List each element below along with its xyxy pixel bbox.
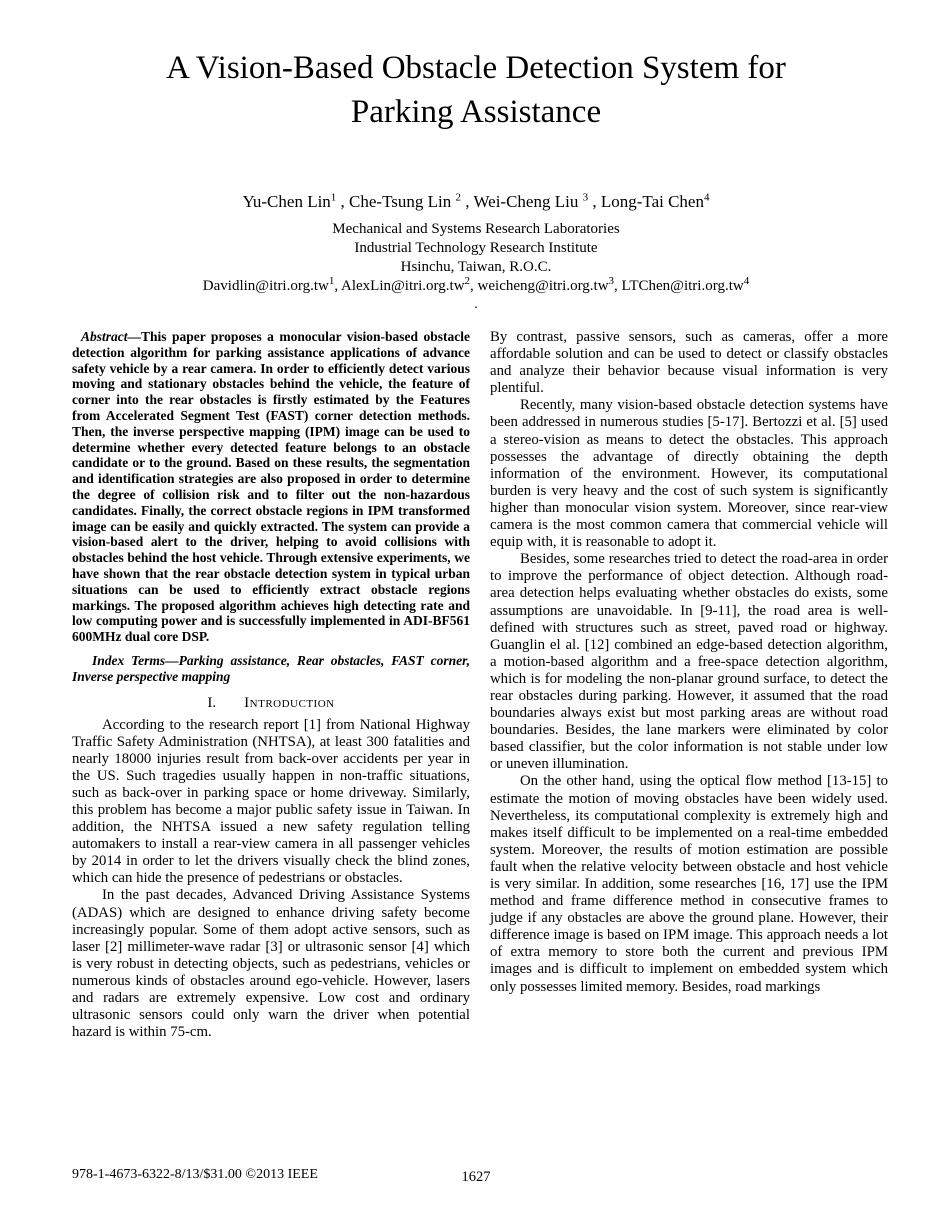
email-4 (614, 275, 750, 294)
email-4-address: , LTChen@itri.org.tw (614, 278, 744, 294)
two-column-body (72, 329, 888, 1041)
author-2-name: , Che-Tsung Lin (336, 192, 456, 211)
index-terms-label: Index Terms— (92, 652, 179, 668)
email-3 (470, 275, 615, 294)
abstract-label: Abstract— (81, 329, 142, 344)
section-heading-introduction (72, 694, 470, 713)
right-paragraph-2: Recently, many vision-based obstacle detection systems have been addressed in numerous studies [5-17]. Bertozzi et al. [5] used a stereo-vision as means to detect the obstacles. This approach possesses the advantage of directly obtaining the depth information of the environment. However, its computational burden is very heavy and the cost of such system is significantly higher than monocular vision system. Moreover, since rear-view camera is the most common camera that commercial vehicle will equip with, it is reasonable to adopt it. (490, 397, 888, 551)
author-3-name: , Wei-Cheng Liu (461, 192, 583, 211)
left-column (72, 329, 470, 1041)
paper-title-line-2: Parking Assistance (350, 94, 602, 130)
email-4-sup: 4 (743, 275, 750, 287)
page-number: 1627 (461, 1169, 491, 1185)
right-paragraph-3: Besides, some researches tried to detect the road-area in order to improve the performance of object detection. Although road-area detection helps evaluating whether obstacles do exists, some assumptions are unavoidable. In [9-11], the road area is well-defined with structures such as street, paved road or highway. Guanglin el al. [12] combined an edge-based detection algorithm, a motion-based algorithm and a free-space detection algorithm, which is for modeling the non-planar ground surface, to detect the rear obstacles during parking. However, it assumed that the road boundaries always exist but most parking areas are without road boundaries. Besides, the lane markers were eliminated by color based classifier, but the color information is not stable under low or uneven illumination. (490, 551, 888, 773)
email-2 (334, 275, 471, 294)
affiliation-location: Hsinchu, Taiwan, R.O.C. (400, 259, 552, 275)
paper-title (0, 46, 952, 134)
email-3-sup: 3 (608, 275, 615, 287)
author-2-sup: 2 (455, 191, 462, 204)
affiliation-institute: Industrial Technology Research Institute (354, 240, 598, 256)
author-2 (336, 192, 461, 211)
abstract-paragraph (72, 329, 470, 645)
index-terms-paragraph (72, 653, 470, 685)
author-4-sup: 4 (703, 191, 710, 204)
section-title: Introduction (244, 694, 335, 711)
affiliation-laboratories: Mechanical and Systems Research Laboratories (332, 221, 620, 237)
email-2-sup: 2 (464, 275, 471, 287)
author-3-sup: 3 (582, 191, 589, 204)
intro-paragraph-2: In the past decades, Advanced Driving Assistance Systems (ADAS) which are designed to enhance driving safety become increasingly popular. Some of them adopt active sensors, such as laser [2] millimeter-wave radar [3] or ultrasonic sensor [4] which is very robust in detecting objects, such as pedestrians, vehicles or numerous kinds of obstacles around ego-vehicle. However, lasers and radars are extremely expensive. Low cost and ordinary ultrasonic sensors could only warn the driver when potential hazard is within 75-cm. (72, 887, 470, 1041)
email-1-address: Davidlin@itri.org.tw (202, 278, 329, 294)
email-1-sup: 1 (328, 275, 335, 287)
email-line (0, 277, 952, 296)
abstract-text: This paper proposes a monocular vision-based obstacle detection algorithm for parking assistance applications of advance safety vehicle by a rear camera. In order to efficiently detect various moving and stationary obstacles behind the vehicle, the feature of corner into the rear obstacles is firstly estimated by the Features from Accelerated Segment Test (FAST) corner detection methods. Then, the inverse perspective mapping (IPM) image can be used to determine whether every detected feature belongs to an obstacle candidate or to the ground. Based on these results, the segmentation and identification strategies are also proposed in order to determine the degree of collision risk and to filter out the non-hazardous candidates. Finally, the correct obstacle regions in IPM transformed image can be easily and quickly extracted. The system can provide a vision-based alert to the driver, helping to avoid collisions with obstacles behind the host vehicle. Through extensive experiments, we have shown that the rear obstacle detection system in typical urban situations can be used to efficiently extract obstacle regions markings. The proposed algorithm achieves high detecting rate and low computing power and is successfully implemented in ADI-BF561 600MHz dual core DSP. (72, 329, 470, 645)
author-1-sup: 1 (330, 191, 337, 204)
author-1-name: Yu-Chen Lin (242, 192, 331, 211)
right-column (490, 329, 888, 1041)
author-1 (243, 192, 337, 211)
index-terms-text: Parking assistance, Rear obstacles, FAST corner, Inverse perspective mapping (72, 652, 470, 684)
stray-period: . (474, 297, 478, 312)
author-line (0, 191, 952, 213)
author-4-name: , Long-Tai Chen (588, 192, 704, 211)
email-2-address: , AlexLin@itri.org.tw (334, 278, 465, 294)
email-3-address: , weicheng@itri.org.tw (470, 278, 609, 294)
copyright-notice: 978-1-4673-6322-8/13/$31.00 ©2013 IEEE (72, 1167, 318, 1182)
author-4 (588, 192, 709, 211)
intro-paragraph-1: According to the research report [1] from National Highway Traffic Safety Administration (NHTSA), at least 300 fatalities and nearly 18000 injuries result from back-over accidents per year in the US. Such tragedies usually happen in non-traffic situations, such as back-over in parking space or home driveway. Similarly, this problem has become a major public safety issue in Taiwan. In addition, the NHTSA issued a new safety regulation telling automakers to install a rear-view camera in all passenger vehicles by 2014 in order to let the drivers visually check the blind zones, which can hide the presence of pedestrians or obstacles. (72, 716, 470, 887)
authors-block (0, 191, 952, 314)
author-3 (461, 192, 588, 211)
right-paragraph-4: On the other hand, using the optical flow method [13-15] to estimate the motion of moving obstacles have been widely used. Nevertheless, its computational complexity is extremely high and makes itself difficult to be implemented on a real-time embedded system. Moreover, the results of motion estimation are possible fault when the relative velocity between obstacle and host vehicle is very similar. In addition, some researches [16, 17] use the IPM method and frame difference method in consecutive frames to judge if any obstacles are above the ground plane. However, their difference image is based on IPM image. This approach needs a lot of extra memory to store both the current and previous IPM images and is difficult to implement on embedded system which only possesses limited memory. Besides, road markings (490, 773, 888, 995)
right-paragraph-1: By contrast, passive sensors, such as cameras, offer a more affordable solution and can be used to detect or classify obstacles and analyze their behavior because visual information is very plentiful. (490, 329, 888, 397)
paper-title-line-1: A Vision-Based Obstacle Detection System for (166, 50, 786, 86)
section-number: I. (207, 694, 217, 711)
email-1 (202, 275, 335, 294)
